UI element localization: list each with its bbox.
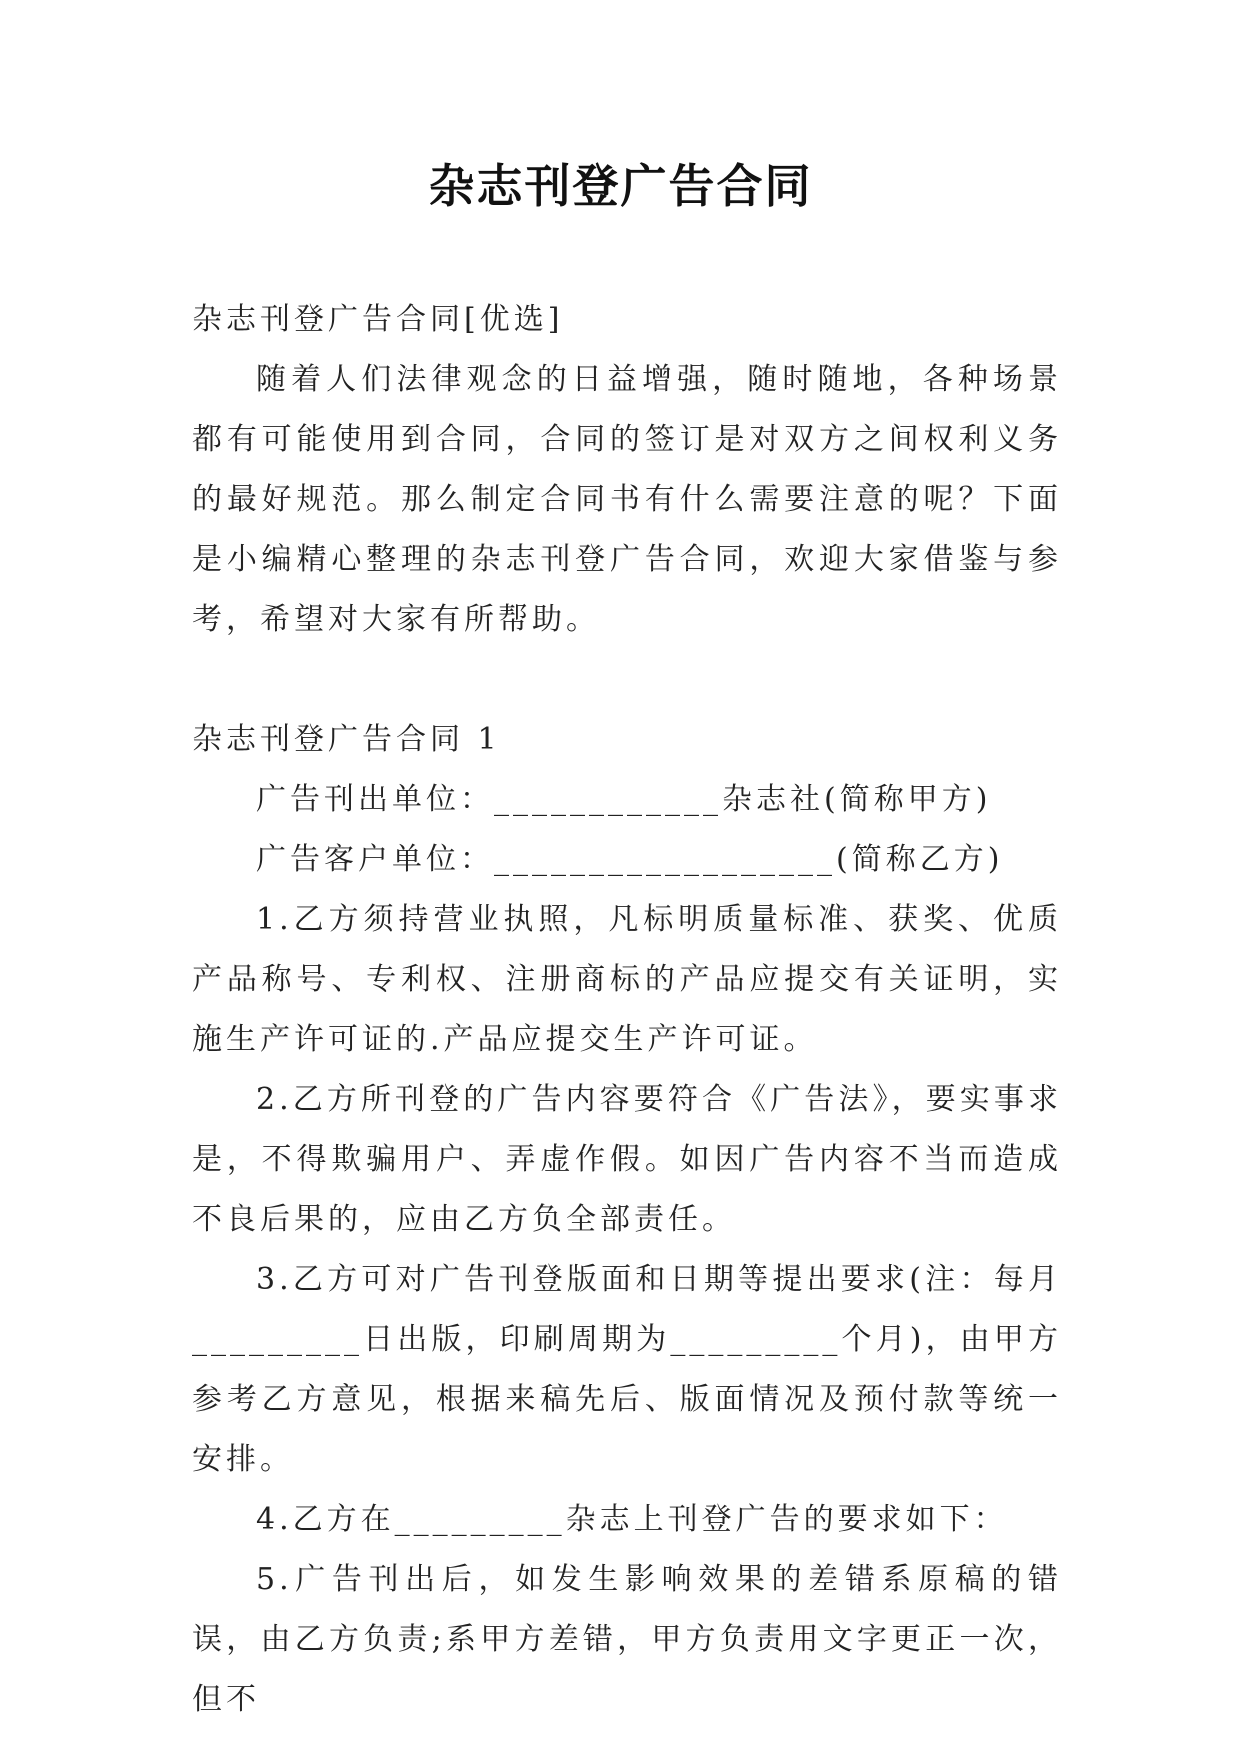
document-subtitle: 杂志刊登广告合同[优选] [192, 302, 564, 337]
clause-5: 5.广告刊出后，如发生影响效果的差错系原稿的错误，由乙方负责;系甲方差错，甲方负责用文字更正一次，但不 [192, 1562, 1062, 1717]
section-spacer [192, 650, 1062, 710]
clause-2: 2.乙方所刊登的广告内容要符合《广告法》，要实事求是，不得欺骗用户、弄虚作假。如因广告内容不当而造成不良后果的，应由乙方负全部责任。 [192, 1082, 1062, 1237]
document-body [192, 290, 1062, 1730]
publisher-line: 广告刊出单位：____________杂志社(简称甲方) [256, 782, 992, 817]
intro-paragraph: 随着人们法律观念的日益增强，随时随地，各种场景都有可能使用到合同，合同的签订是对双方之间权利义务的最好规范。那么制定合同书有什么需要注意的呢？下面是小编精心整理的杂志刊登广告合同，欢迎大家借鉴与参考，希望对大家有所帮助。 [192, 362, 1062, 637]
clause-1: 1.乙方须持营业执照，凡标明质量标准、获奖、优质产品称号、专利权、注册商标的产品应提交有关证明，实施生产许可证的.产品应提交生产许可证。 [192, 902, 1062, 1057]
section-heading: 杂志刊登广告合同 1 [192, 722, 501, 757]
client-line: 广告客户单位：__________________(简称乙方) [256, 842, 1004, 877]
clause-4: 4.乙方在_________杂志上刊登广告的要求如下： [256, 1502, 1008, 1537]
document-title: 杂志刊登广告合同 [428, 159, 813, 213]
clause-3: 3.乙方可对广告刊登版面和日期等提出要求(注：每月_________日出版，印刷周期为_________个月)，由甲方参考乙方意见，根据来稿先后、版面情况及预付款等统一安排。 [192, 1262, 1062, 1477]
